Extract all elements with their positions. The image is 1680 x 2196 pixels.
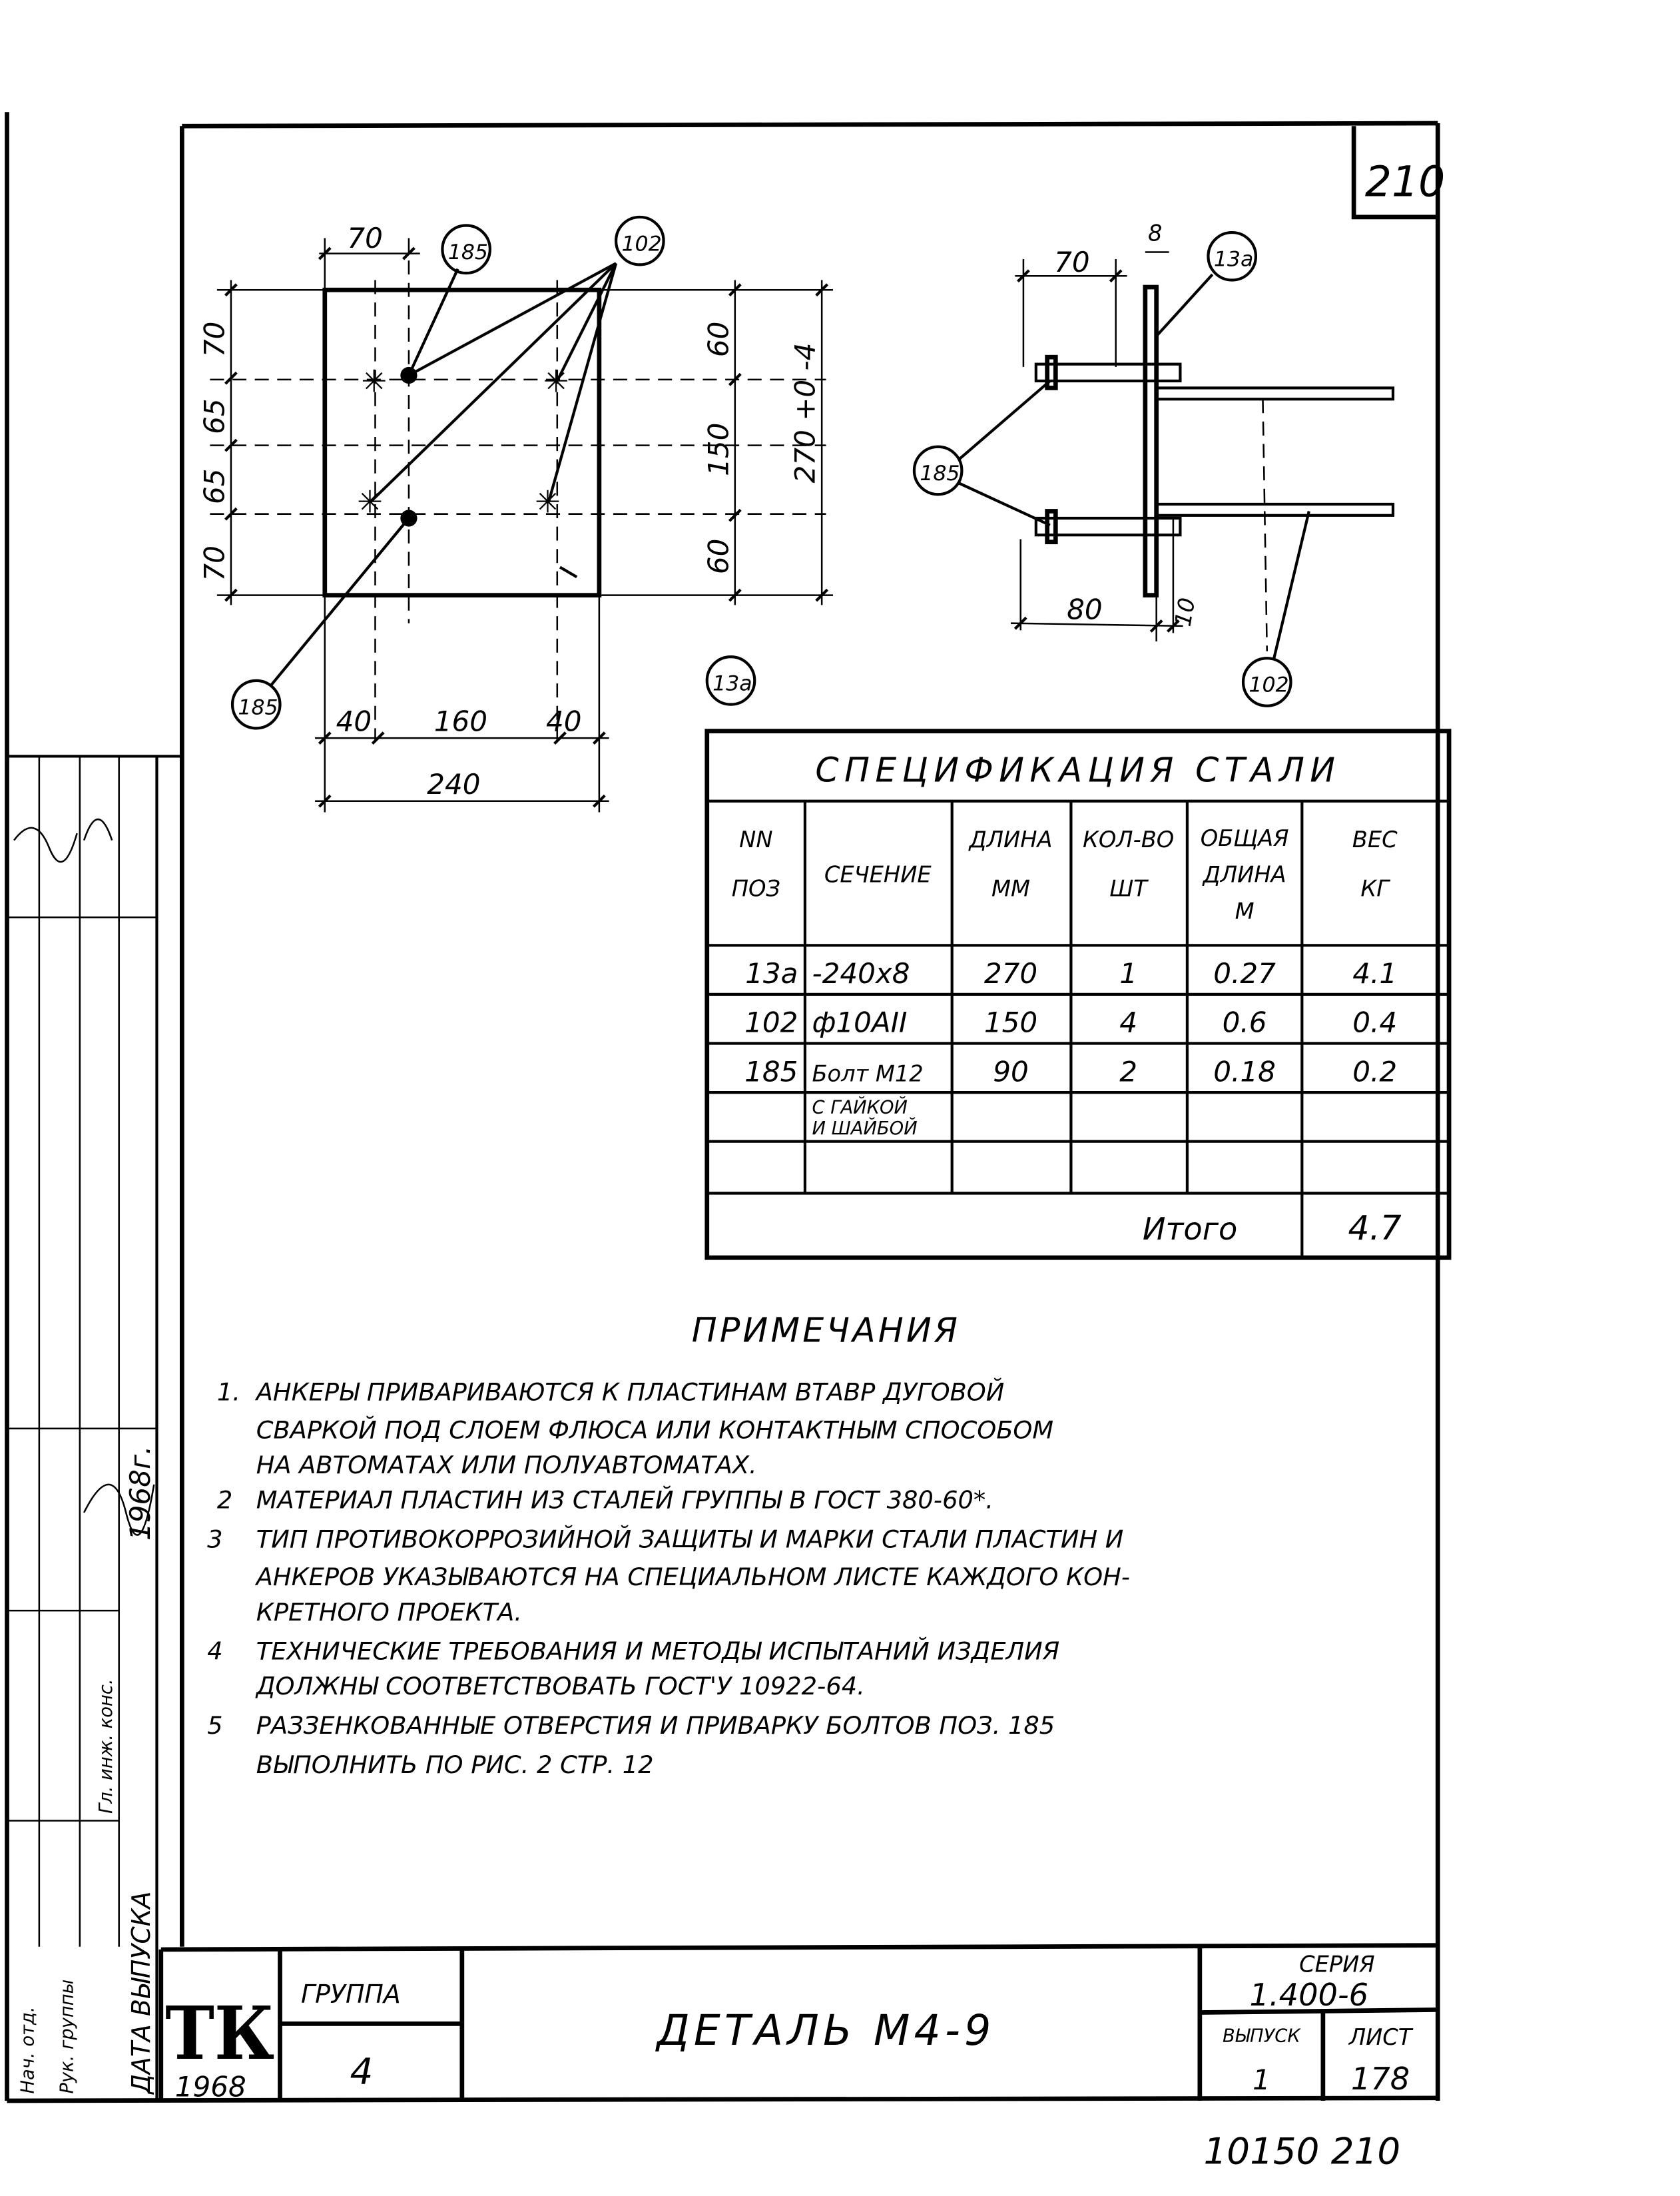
issue-value: 1 bbox=[1252, 2063, 1270, 2097]
svg-text:2: 2 bbox=[1119, 1055, 1137, 1088]
svg-text:0.6: 0.6 bbox=[1222, 1006, 1267, 1039]
svg-text:✳: ✳ bbox=[543, 363, 569, 400]
stamp-role: Рук. группы bbox=[57, 1979, 78, 2094]
svg-text:Болт М12: Болт М12 bbox=[812, 1060, 924, 1087]
group-label: Группа bbox=[301, 1979, 401, 2009]
svg-text:ф10AII: ф10AII bbox=[812, 1006, 908, 1039]
callout-185 bbox=[232, 681, 280, 728]
callout-13a bbox=[707, 657, 754, 704]
stamp-role: Нач. отд. bbox=[17, 2006, 39, 2094]
notes bbox=[207, 1310, 1130, 1779]
sheet-number-box bbox=[1354, 126, 1445, 217]
logo-year: 1968 bbox=[174, 2070, 246, 2103]
svg-text:✳: ✳ bbox=[361, 363, 388, 400]
table-title: Спецификация стали bbox=[815, 750, 1341, 790]
svg-text:Тип противокоррозийной защиты: Тип противокоррозийной защиты и марки стали пластин и bbox=[256, 1525, 1124, 1554]
svg-text:102: 102 bbox=[744, 1006, 798, 1039]
svg-text:0.4: 0.4 bbox=[1352, 1006, 1398, 1039]
svg-text:Раззенкованные отверстия и при: Раззенкованные отверстия и приварку болтов поз. 185 bbox=[256, 1711, 1055, 1740]
svg-text:Длина: Длина bbox=[969, 827, 1053, 853]
svg-text:102: 102 bbox=[1249, 673, 1289, 697]
callout-102 bbox=[616, 217, 663, 264]
steel-spec-table bbox=[707, 731, 1449, 1258]
dim-label: 160 bbox=[433, 705, 488, 738]
sheet-value: 178 bbox=[1350, 2061, 1410, 2097]
svg-text:шт: шт bbox=[1109, 875, 1147, 902]
table-header bbox=[732, 825, 1398, 924]
dim-label: 65 bbox=[198, 468, 231, 504]
svg-text:поз: поз bbox=[731, 875, 781, 902]
sheet-label: Лист bbox=[1348, 2023, 1412, 2050]
stamp-date-value: 1968г. bbox=[123, 1445, 156, 1541]
dim-label: 70 bbox=[198, 546, 231, 581]
left-stamp-strip bbox=[7, 756, 182, 2101]
callout-13a bbox=[1208, 232, 1255, 280]
callout-185 bbox=[442, 226, 489, 273]
stamp-date-label: Дата выпуска bbox=[126, 1891, 156, 2094]
svg-text:Вес: Вес bbox=[1352, 827, 1398, 853]
drawing-title: Деталь М4-9 bbox=[657, 2005, 995, 2055]
svg-text:270: 270 bbox=[983, 957, 1038, 990]
svg-text:2: 2 bbox=[216, 1485, 233, 1515]
svg-text:13a: 13a bbox=[712, 671, 752, 696]
svg-text:102: 102 bbox=[621, 232, 662, 256]
callout-102 bbox=[1243, 658, 1290, 705]
svg-text:185: 185 bbox=[920, 462, 960, 486]
svg-text:Сечение: Сечение bbox=[824, 861, 932, 888]
svg-text:185: 185 bbox=[744, 1055, 798, 1088]
svg-text:✳: ✳ bbox=[535, 484, 561, 520]
dim-label: 70 bbox=[347, 222, 383, 255]
plan-view bbox=[198, 217, 833, 813]
anchor-marks bbox=[357, 364, 569, 520]
dim-label: 150 bbox=[702, 422, 735, 476]
svg-text:Технические требования и метод: Технические требования и методы испытаний изделия bbox=[256, 1637, 1060, 1666]
dim-label: 240 bbox=[427, 768, 481, 801]
callout-185 bbox=[914, 447, 962, 494]
total-value: 4.7 bbox=[1348, 1208, 1402, 1248]
sheet-number: 210 bbox=[1364, 157, 1446, 206]
svg-text:3: 3 bbox=[207, 1525, 223, 1554]
svg-text:185: 185 bbox=[238, 695, 278, 720]
dim-label: 8 bbox=[1148, 220, 1163, 246]
dim-label: 270 +0 -4 bbox=[788, 342, 822, 484]
issue-label: Выпуск bbox=[1222, 2025, 1300, 2047]
notes-title: Примечания bbox=[691, 1310, 961, 1350]
title-block bbox=[161, 1946, 1438, 2103]
svg-text:✳: ✳ bbox=[357, 484, 383, 520]
svg-text:Материал пластин из сталей гру: Материал пластин из сталей группы В ГОСТ 380-60*. bbox=[256, 1485, 993, 1515]
dim-label: 60 bbox=[702, 538, 735, 575]
svg-text:Общая: Общая bbox=[1200, 825, 1289, 852]
svg-text:на автоматах или полуавтоматах: на автоматах или полуавтоматах. bbox=[256, 1451, 757, 1480]
footer-code: 10150 210 bbox=[1203, 2129, 1401, 2173]
svg-text:анкеров указываются на специал: анкеров указываются на специальном листе каждого кон- bbox=[256, 1563, 1131, 1592]
svg-text:Кол-во: Кол-во bbox=[1082, 827, 1175, 853]
svg-text:кг: кг bbox=[1360, 875, 1389, 902]
svg-text:NN: NN bbox=[739, 827, 773, 853]
dim-label: 10 bbox=[1169, 595, 1201, 629]
svg-text:0.2: 0.2 bbox=[1352, 1055, 1398, 1088]
dim-label: 60 bbox=[702, 321, 735, 358]
svg-text:0.27: 0.27 bbox=[1213, 957, 1276, 990]
dim-label: 40 bbox=[545, 705, 582, 738]
svg-text:1.: 1. bbox=[216, 1377, 240, 1407]
svg-text:1: 1 bbox=[1119, 957, 1137, 990]
svg-text:м: м bbox=[1235, 898, 1255, 924]
svg-text:150: 150 bbox=[983, 1006, 1038, 1039]
svg-text:сваркой под слоем флюса или ко: сваркой под слоем флюса или контактным способом bbox=[256, 1415, 1054, 1445]
svg-text:4: 4 bbox=[1119, 1006, 1137, 1039]
svg-text:90: 90 bbox=[993, 1055, 1029, 1088]
dim-label: 65 bbox=[198, 398, 231, 434]
svg-text:13a: 13a bbox=[745, 957, 798, 990]
signature bbox=[14, 819, 112, 862]
svg-text:должны соответствовать ГОСТ'у: должны соответствовать ГОСТ'у 10922-64. bbox=[256, 1672, 865, 1701]
svg-text:4: 4 bbox=[207, 1637, 223, 1666]
series-label: Серия bbox=[1299, 1951, 1375, 1978]
svg-text:длина: длина bbox=[1203, 861, 1286, 888]
svg-text:4.1: 4.1 bbox=[1352, 957, 1398, 990]
svg-text:-240x8: -240x8 bbox=[812, 957, 910, 990]
dimension-ticks bbox=[226, 248, 828, 807]
row-note: с гайкой bbox=[812, 1097, 908, 1118]
svg-text:мм: мм bbox=[991, 875, 1031, 902]
dim-label: 80 bbox=[1067, 593, 1103, 626]
svg-text:выполнить по рис. 2 стр. 12: выполнить по рис. 2 стр. 12 bbox=[256, 1750, 654, 1779]
svg-text:185: 185 bbox=[447, 240, 488, 264]
svg-text:5: 5 bbox=[207, 1711, 223, 1740]
svg-text:13a: 13a bbox=[1213, 247, 1254, 272]
logo-tk: ТК bbox=[165, 1990, 275, 2076]
row-note: и шайбой bbox=[812, 1118, 918, 1140]
dim-label: 70 bbox=[1054, 245, 1090, 278]
series-value: 1.400-6 bbox=[1249, 1977, 1369, 2013]
total-label: Итого bbox=[1142, 1210, 1238, 1247]
svg-text:0.18: 0.18 bbox=[1213, 1055, 1276, 1088]
dim-label: 40 bbox=[336, 705, 372, 738]
svg-text:кретного проекта.: кретного проекта. bbox=[256, 1597, 522, 1627]
dim-label: 70 bbox=[198, 321, 231, 358]
stamp-role: Гл. инж. конс. bbox=[96, 1678, 117, 1814]
group-value: 4 bbox=[350, 2049, 374, 2093]
side-view bbox=[914, 220, 1393, 706]
svg-text:Анкеры привариваются к пластин: Анкеры привариваются к пластинам втавр дуговой bbox=[256, 1377, 1005, 1407]
